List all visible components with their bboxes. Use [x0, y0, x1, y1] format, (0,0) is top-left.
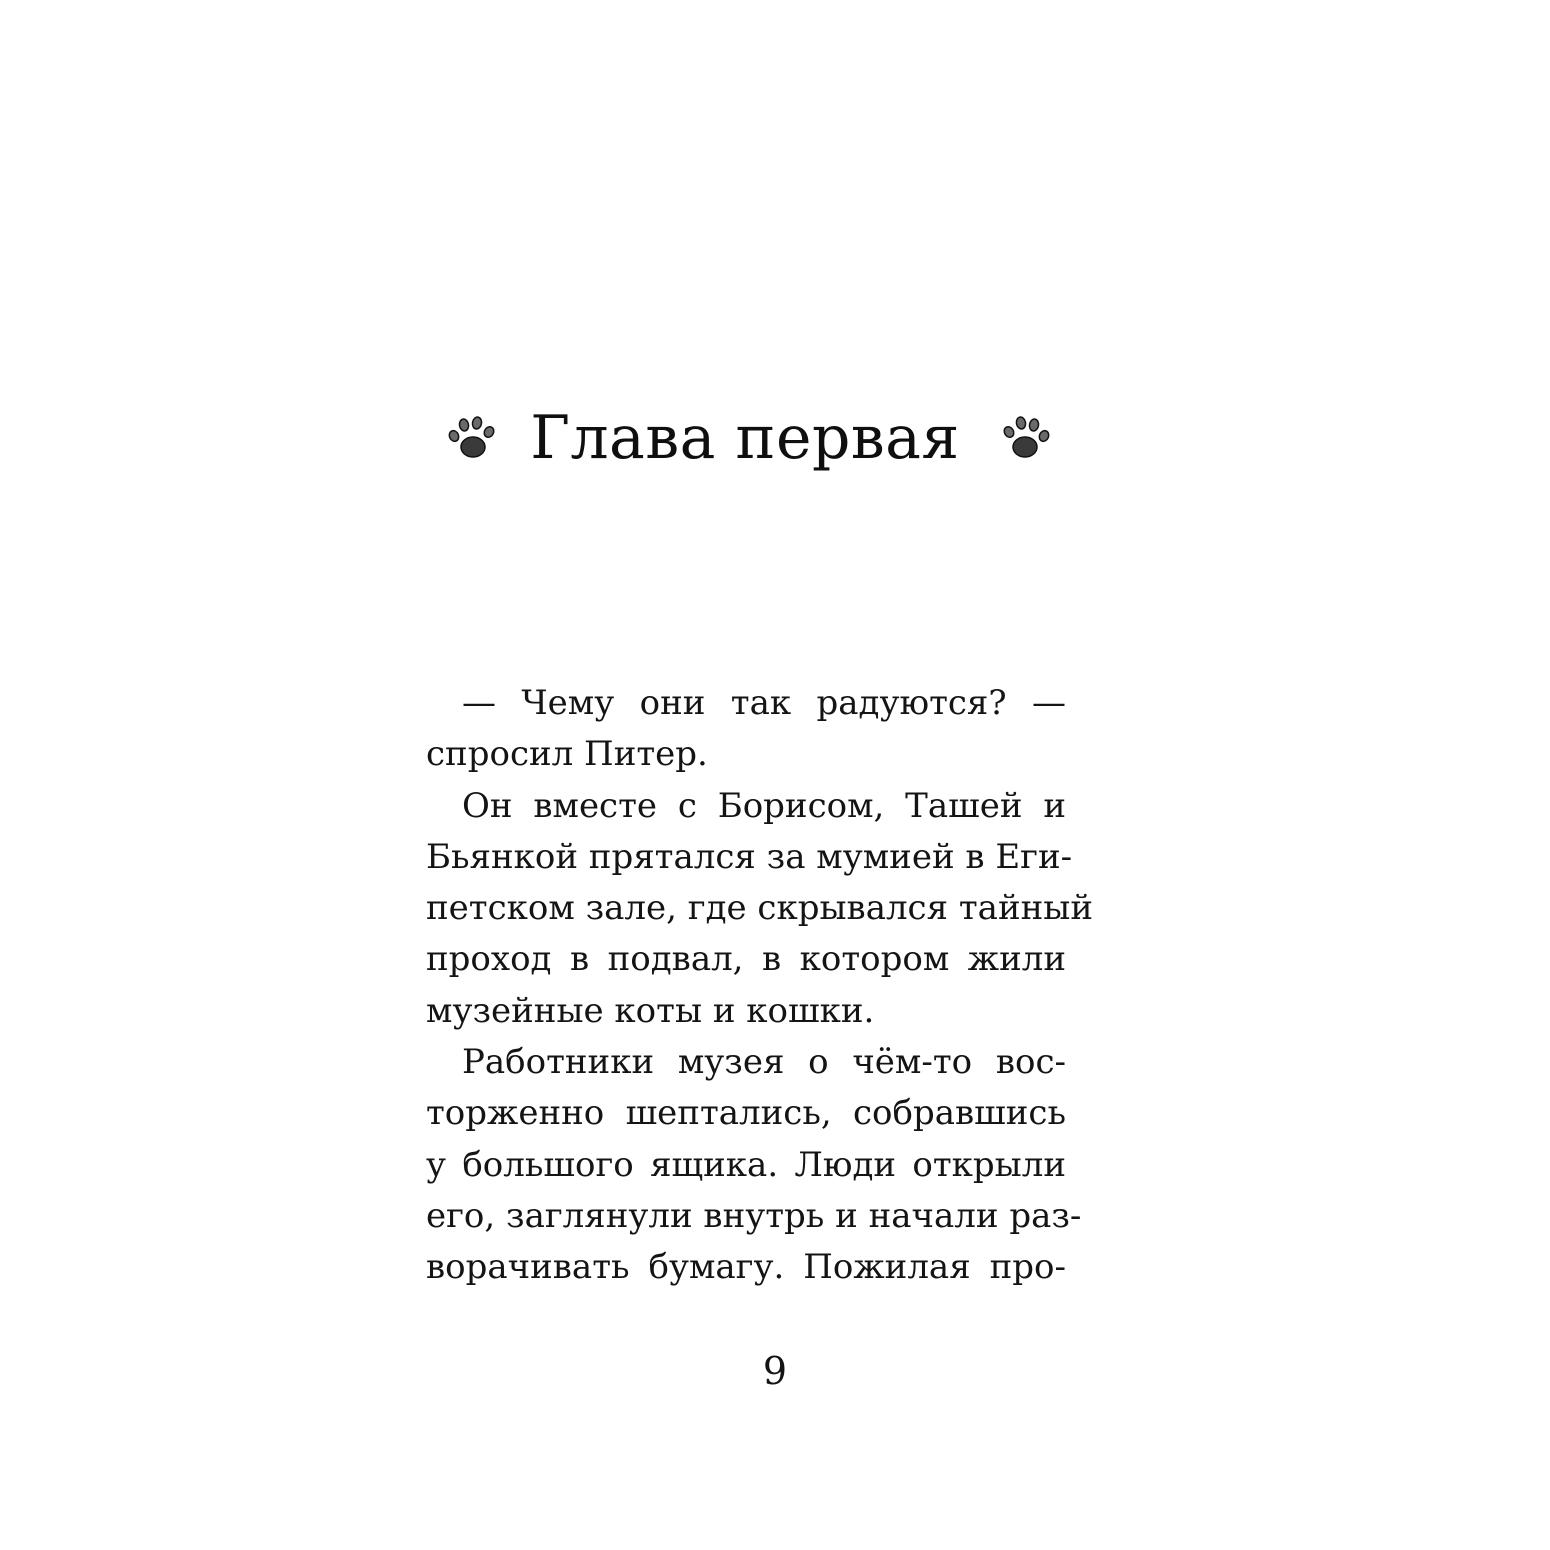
text-line: музейные коты и кошки.	[426, 990, 875, 1031]
body-text	[426, 678, 1093, 1294]
text-line: спросил Питер.	[426, 734, 708, 775]
text-line: торженно шептались, собравшись	[426, 1093, 1066, 1134]
paragraph	[426, 678, 1066, 781]
text-line: петском зале, где скрывался тайный	[426, 888, 1093, 929]
text-line: Он вместе с Борисом, Ташей и	[462, 785, 1066, 826]
paragraph	[426, 1037, 1082, 1293]
paw-print-icon	[1000, 414, 1052, 464]
chapter-heading	[0, 398, 1550, 488]
page-number: 9	[762, 1349, 788, 1393]
text-line: ворачивать бумагу. Пожилая про-	[426, 1247, 1066, 1288]
text-line: Бьянкой прятался за мумией в Еги-	[426, 836, 1073, 877]
text-line: у большого ящика. Люди открыли	[426, 1144, 1066, 1185]
text-line: — Чему они так радуются? —	[462, 683, 1066, 723]
chapter-title: Глава первая	[530, 403, 960, 473]
paragraph	[426, 781, 1093, 1037]
text-line: Работники музея о чём-то вос-	[462, 1042, 1066, 1083]
paw-print-icon	[446, 414, 498, 464]
text-line: проход в подвал, в котором жили	[426, 939, 1066, 980]
text-line: его, заглянули внутрь и начали раз-	[426, 1195, 1082, 1236]
